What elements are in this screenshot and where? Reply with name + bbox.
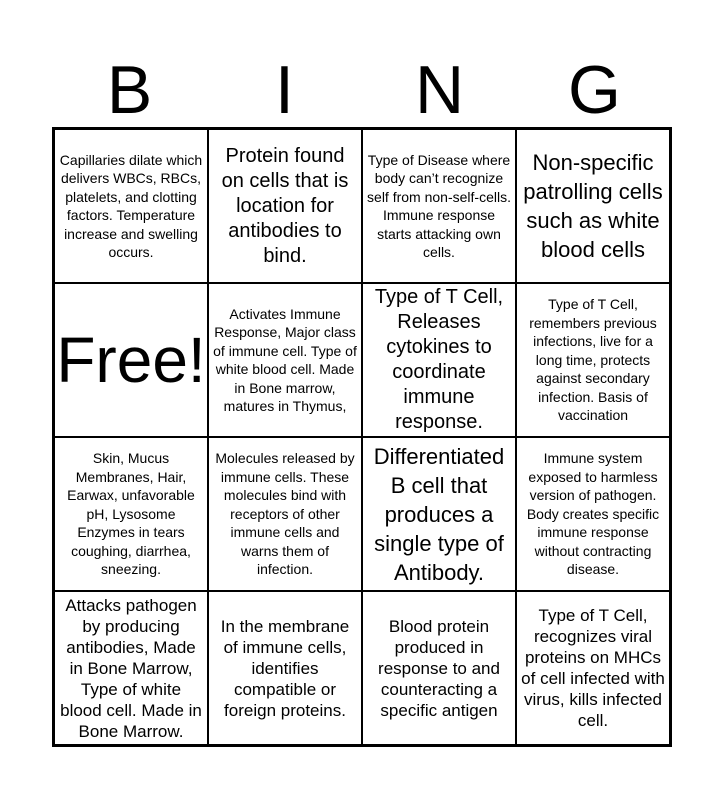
header-letter-n: N <box>414 52 465 128</box>
bingo-header <box>52 52 672 128</box>
bingo-cell: Immune system exposed to harmless version of pathogen. Body creates specific immune response without contracting disease. <box>516 437 670 591</box>
bingo-cell: Type of T Cell, recognizes viral proteins on MHCs of cell infected with virus, kills infected cell. <box>516 591 670 745</box>
bingo-cell: Molecules released by immune cells. These molecules bind with receptors of other immune cells and warns them of infection. <box>208 437 362 591</box>
bingo-cell: Non-specific patrolling cells such as white blood cells <box>516 129 670 283</box>
bingo-cell: Activates Immune Response, Major class of immune cell. Type of white blood cell. Made in Bone marrow, matures in Thymus, <box>208 283 362 437</box>
bingo-cell: Blood protein produced in response to and counteracting a specific antigen <box>362 591 516 745</box>
free-space-cell: Free! <box>54 283 208 437</box>
bingo-cell: Type of T Cell, Releases cytokines to coordinate immune response. <box>362 283 516 437</box>
bingo-grid <box>52 127 672 747</box>
bingo-cell: Protein found on cells that is location for antibodies to bind. <box>208 129 362 283</box>
header-letter-i: I <box>275 52 294 128</box>
bingo-cell: Attacks pathogen by producing antibodies, Made in Bone Marrow, Type of white blood cell. Made in Bone Marrow. <box>54 591 208 745</box>
bingo-cell: Type of T Cell, remembers previous infections, live for a long time, protects against secondary infection. Basis of vaccination <box>516 283 670 437</box>
bingo-cell: In the membrane of immune cells, identifies compatible or foreign proteins. <box>208 591 362 745</box>
header-letter-g: G <box>568 52 621 128</box>
bingo-cell: Type of Disease where body can’t recognize self from non-self-cells. Immune response starts attacking own cells. <box>362 129 516 283</box>
bingo-cell: Capillaries dilate which delivers WBCs, RBCs, platelets, and clotting factors. Temperature increase and swelling occurs. <box>54 129 208 283</box>
bingo-cell: Skin, Mucus Membranes, Hair, Earwax, unfavorable pH, Lysosome Enzymes in tears coughing, diarrhea, sneezing. <box>54 437 208 591</box>
bingo-cell: Differentiated B cell that produces a single type of Antibody. <box>362 437 516 591</box>
header-letter-b: B <box>106 52 153 128</box>
